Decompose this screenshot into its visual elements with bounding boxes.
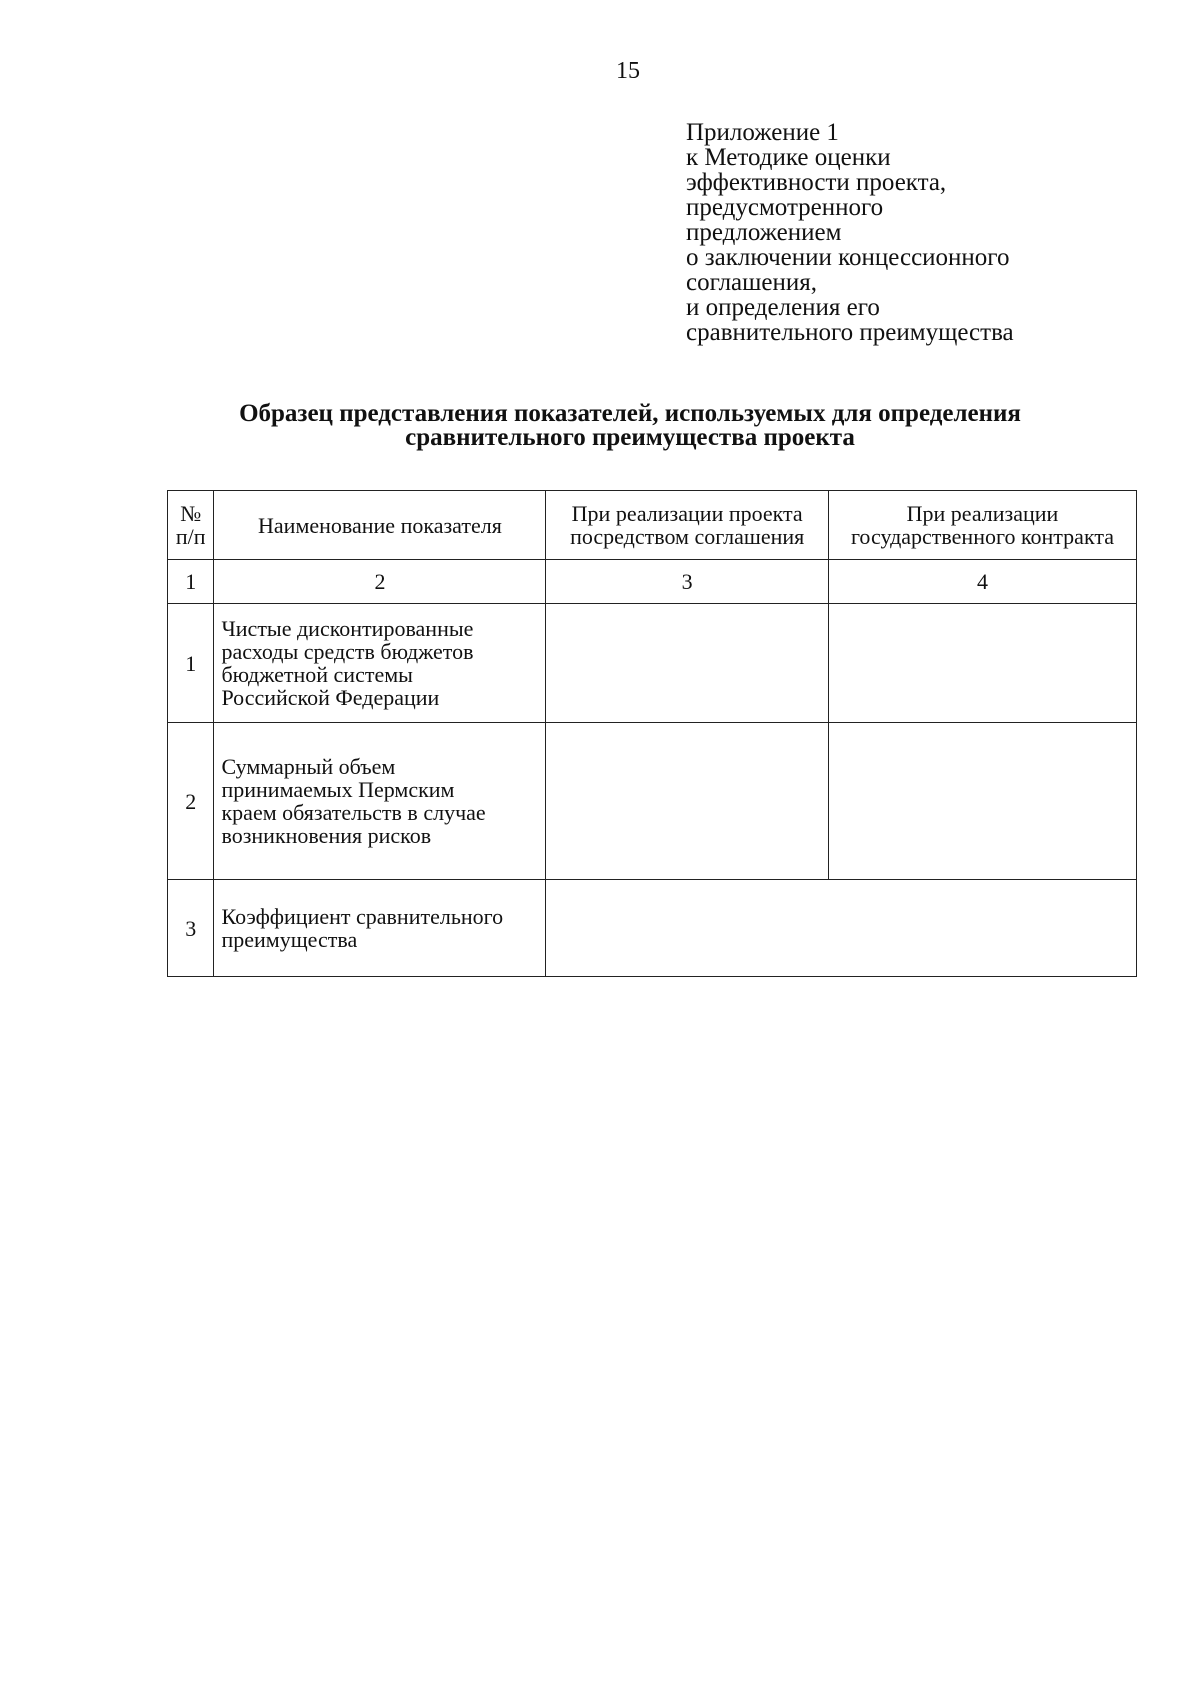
column-number-row xyxy=(168,560,1137,604)
value-cell-contract xyxy=(828,723,1136,880)
appendix-line: соглашения, xyxy=(686,269,818,296)
appendix-line: предложением xyxy=(686,219,842,246)
header-num-line-2: п/п xyxy=(175,524,206,549)
table-header-row xyxy=(168,491,1137,560)
indicator-name xyxy=(214,723,546,880)
header-num xyxy=(168,491,214,560)
value-cell-agreement xyxy=(546,604,829,723)
header-num-line-1: № xyxy=(180,501,202,526)
header-col3-line-1: При реализации проекта xyxy=(571,501,803,526)
appendix-line: о заключении концессионного xyxy=(686,244,1010,271)
header-col3-line-2: посредством соглашения xyxy=(570,524,805,549)
header-col4-line-1: При реализации xyxy=(906,501,1059,526)
table-row xyxy=(168,723,1137,880)
indicator-name xyxy=(214,604,546,723)
indicator-name-line: краем обязательств в случае xyxy=(221,800,486,825)
appendix-line: эффективности проекта, xyxy=(686,169,947,196)
indicator-name-line: расходы средств бюджетов xyxy=(221,639,474,664)
header-col4-line-2: государственного контракта xyxy=(850,524,1114,549)
row-number: 2 xyxy=(168,723,214,880)
row-number: 3 xyxy=(168,880,214,977)
indicator-name-line: Суммарный объем xyxy=(221,754,396,779)
table-row xyxy=(168,880,1137,977)
row-number: 1 xyxy=(168,604,214,723)
value-cell-contract xyxy=(828,604,1136,723)
indicator-name xyxy=(214,880,546,977)
page-number: 15 xyxy=(616,58,640,84)
indicator-name-line: возникновения рисков xyxy=(221,823,432,848)
column-number: 2 xyxy=(214,560,546,604)
title-line-2: сравнительного преимущества проекта xyxy=(405,424,855,451)
indicator-name-line: Чистые дисконтированные xyxy=(221,616,474,641)
indicator-name-line: преимущества xyxy=(221,927,358,952)
header-col3 xyxy=(546,491,829,560)
appendix-heading xyxy=(686,120,1106,345)
appendix-line: предусмотренного xyxy=(686,194,884,221)
column-number: 3 xyxy=(546,560,829,604)
indicator-name-line: Российской Федерации xyxy=(221,685,440,710)
table-row xyxy=(168,604,1137,723)
header-name: Наименование показателя xyxy=(214,491,546,560)
header-col4 xyxy=(828,491,1136,560)
indicator-name-line: Коэффициент сравнительного xyxy=(221,904,504,929)
appendix-line: Приложение 1 xyxy=(686,119,839,146)
appendix-line: сравнительного преимущества xyxy=(686,319,1014,346)
indicator-name-line: бюджетной системы xyxy=(221,662,413,687)
appendix-line: к Методике оценки xyxy=(686,144,891,171)
value-cell-merged xyxy=(546,880,1137,977)
indicator-name-line: принимаемых Пермским xyxy=(221,777,455,802)
document-title xyxy=(150,402,1110,450)
column-number: 4 xyxy=(828,560,1136,604)
title-line-1: Образец представления показателей, используемых для определения xyxy=(239,400,1021,427)
indicators-table xyxy=(167,490,1137,977)
value-cell-agreement xyxy=(546,723,829,880)
appendix-line: и определения его xyxy=(686,294,880,321)
column-number: 1 xyxy=(168,560,214,604)
